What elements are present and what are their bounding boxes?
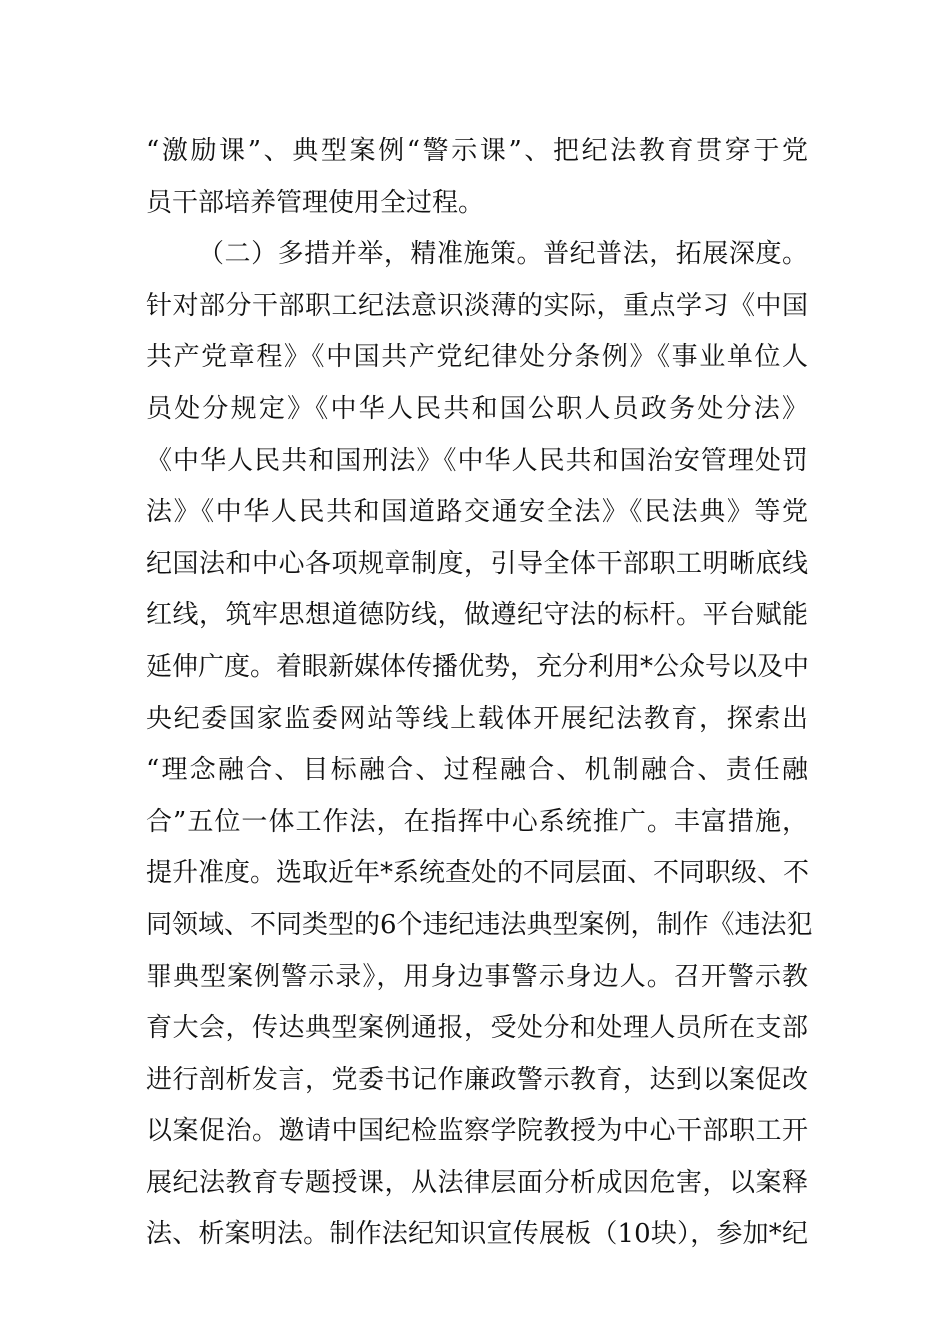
text-line: 员处分规定》《中华人民共和国公职人员政务处分法》 — [146, 393, 808, 424]
text-line: 进行剖析发言，党委书记作廉政警示教育，达到以案促改 — [146, 1064, 808, 1095]
text-line: 展纪法教育专题授课，从法律层面分析成因危害，以案释 — [146, 1167, 808, 1198]
text-line: 合”五位一体工作法，在指挥中心系统推广。丰富措施， — [146, 806, 808, 837]
text-line: “激励课”、典型案例“警示课”、把纪法教育贯穿于党 — [146, 136, 808, 166]
text-line: 法》《中华人民共和国道路交通安全法》《民法典》等党 — [146, 497, 808, 528]
document-body — [146, 126, 813, 1261]
text-line: 延伸广度。着眼新媒体传播优势，充分利用*公众号以及中 — [146, 651, 810, 682]
text-line: “理念融合、目标融合、过程融合、机制融合、责任融 — [146, 755, 808, 786]
text-line: 育大会，传达典型案例通报，受处分和处理人员所在支部 — [146, 1013, 808, 1044]
text-line: （二）多措并举，精准施策。普纪普法，拓展深度。 — [198, 239, 808, 270]
text-line: 员干部培养管理使用全过程。 — [146, 187, 485, 218]
text-line: 纪国法和中心各项规章制度，引导全体干部职工明晰底线 — [146, 548, 808, 579]
text-line: 红线，筑牢思想道德防线，做遵纪守法的标杆。平台赋能 — [146, 600, 808, 631]
text-line: 针对部分干部职工纪法意识淡薄的实际，重点学习《中国 — [146, 290, 808, 321]
text-line: 提升准度。选取近年*系统查处的不同层面、不同职级、不 — [146, 858, 810, 889]
text-line: 同领域、不同类型的6个违纪违法典型案例，制作《违法犯 — [146, 909, 813, 940]
text-line: 以案促治。邀请中国纪检监察学院教授为中心干部职工开 — [146, 1116, 808, 1147]
text-line: 共产党章程》《中国共产党纪律处分条例》《事业单位人 — [146, 342, 808, 373]
text-line: 罪典型案例警示录》，用身边事警示身边人。召开警示教 — [146, 961, 808, 992]
text-line: 法、析案明法。制作法纪知识宣传展板（10块），参加*纪 — [146, 1219, 808, 1250]
text-line: 《中华人民共和国刑法》《中华人民共和国治安管理处罚 — [146, 445, 808, 476]
text-line: 央纪委国家监委网站等线上载体开展纪法教育，探索出 — [146, 703, 808, 734]
